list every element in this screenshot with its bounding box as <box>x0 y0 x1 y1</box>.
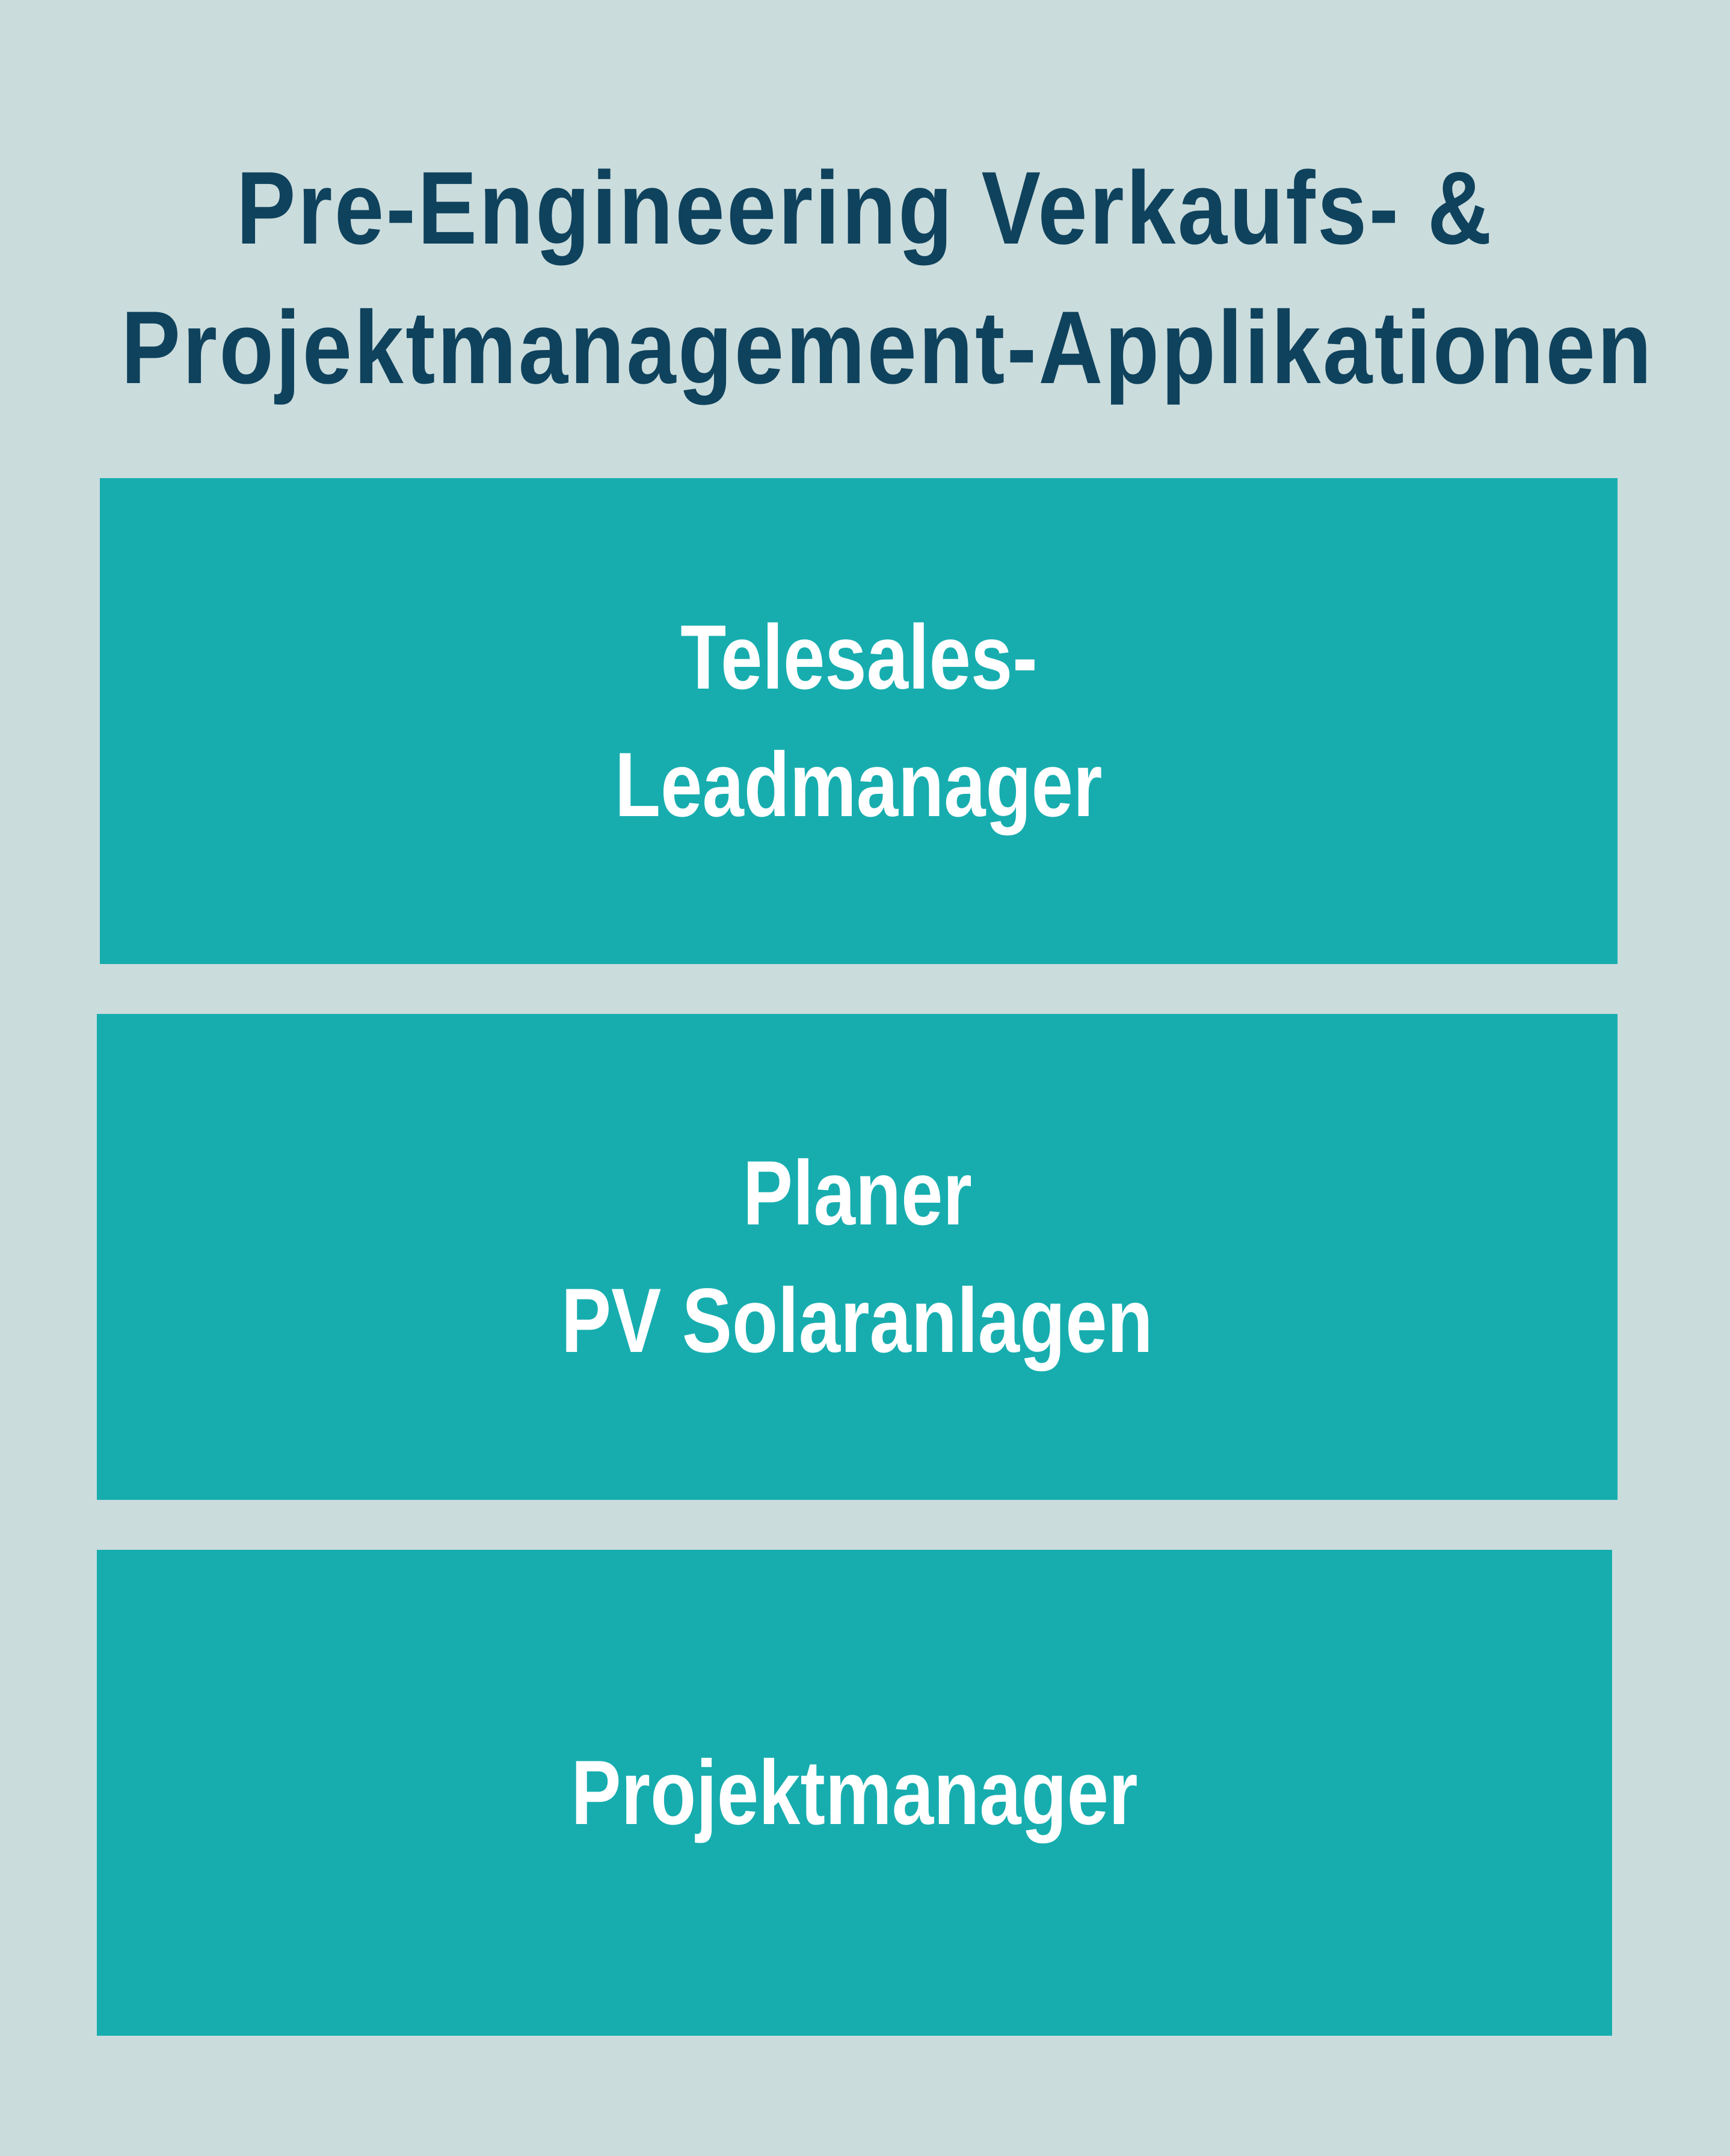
box-projektmanager-label: Projektmanager <box>571 1742 1138 1844</box>
page-title <box>121 138 1654 417</box>
box-telesales-label-line-2: Leadmanager <box>615 734 1103 836</box>
box-telesales-leadmanager <box>100 478 1618 964</box>
box-projektmanager <box>97 1550 1612 2036</box>
page-title-line-1: Pre-Engineering Verkaufs- & <box>236 150 1494 266</box>
box-telesales-label-line-1: Telesales- <box>680 606 1038 708</box>
box-planer-pv-solaranlagen <box>97 1014 1618 1500</box>
box-planer-label-line-1: Planer <box>742 1142 972 1244</box>
box-planer-label-line-2: PV Solaranlagen <box>561 1270 1153 1372</box>
page-title-line-2: Projektmanagement-Applikationen <box>121 290 1654 405</box>
